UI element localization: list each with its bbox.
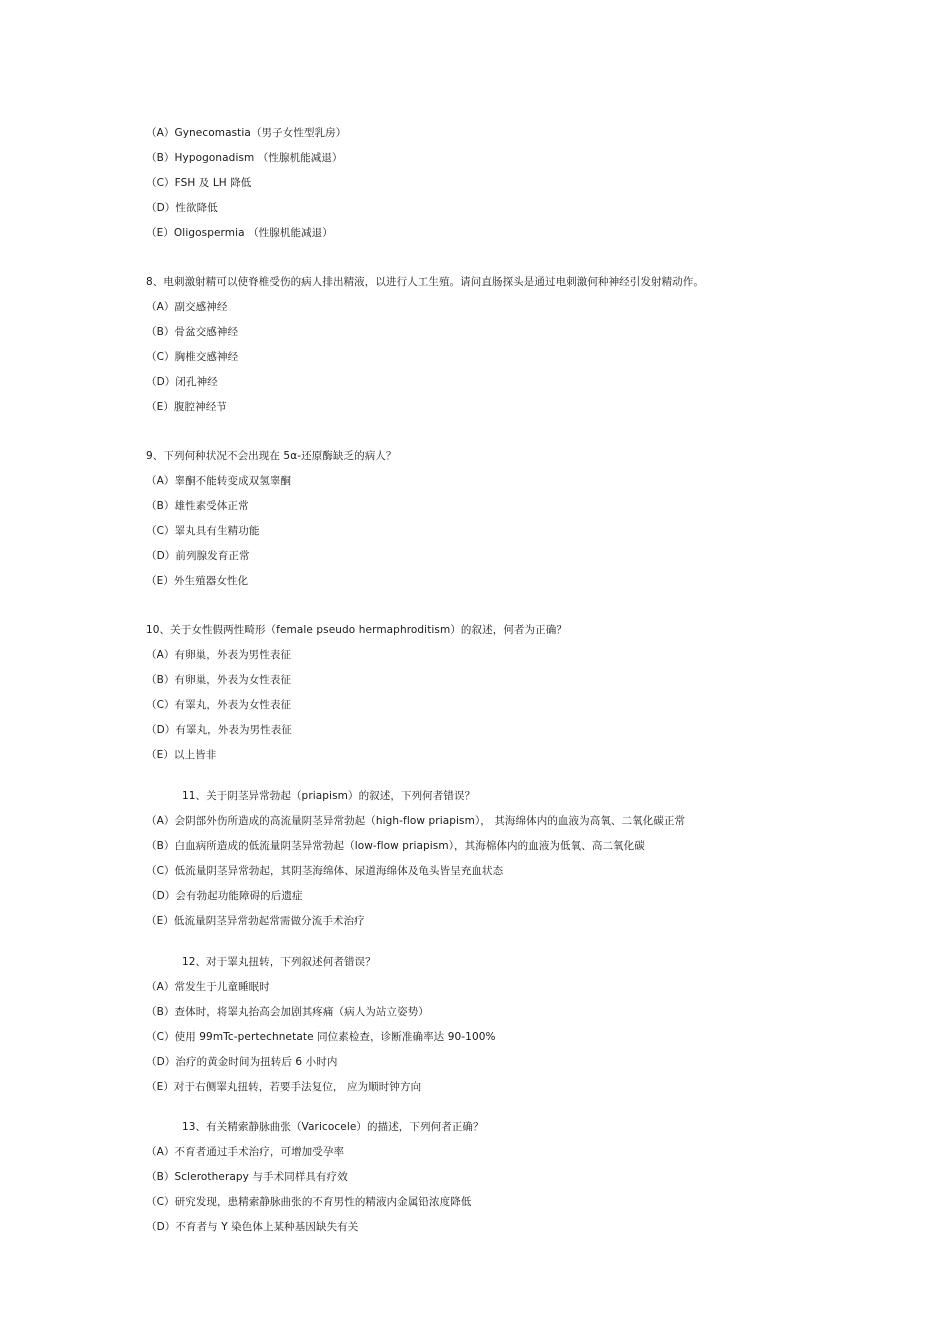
q10-option-a: （A）有卵巢，外表为男性表征 <box>146 649 292 661</box>
q9-stem: 9、下列何种状况不会出现在 5α-还原酶缺乏的病人？ <box>146 450 397 462</box>
q13-option-d: （D）不育者与 Y 染色体上某种基因缺失有关 <box>146 1221 359 1233</box>
q9-option-a: （A）睾酮不能转变成双氢睾酮 <box>146 475 292 487</box>
q9-option-d: （D）前列腺发育正常 <box>146 550 250 562</box>
q12-option-e: （E）对于右侧睪丸扭转，若要手法复位， 应为顺时钟方向 <box>146 1081 422 1093</box>
q12-option-c: （C）使用 99mTc-pertechnetate 同位素检查，诊断准确率达 90-100% <box>146 1031 496 1043</box>
q12-option-b: （B）查体时，将睪丸抬高会加剧其疼痛（病人为站立姿势） <box>146 1006 429 1018</box>
q7-option-e: （E）Oligospermia （性腺机能减退） <box>146 227 333 239</box>
q13-stem: 13、有关精索静脉曲张（Varicocele）的描述，下列何者正确？ <box>182 1121 484 1133</box>
q8-stem: 8、电刺激射精可以使脊椎受伤的病人排出精液，以进行人工生殖。请问直肠探头是通过电刺激何种神经引发射精动作。 <box>146 276 704 288</box>
q11-option-c: （C）低流量阴茎异常勃起，其阴茎海绵体、尿道海绵体及龟头皆呈充血状态 <box>146 865 504 877</box>
q11-option-b: （B）白血病所造成的低流量阴茎异常勃起（low-flow priapism），其海棉体内的血液为低氧、高二氧化碳 <box>146 840 645 852</box>
q7-option-a: （A）Gynecomastia（男子女性型乳房） <box>146 127 347 139</box>
q9-option-c: （C）睪丸具有生精功能 <box>146 525 260 537</box>
q10-stem: 10、关于女性假两性畸形（female pseudo hermaphroditism）的叙述，何者为正确？ <box>146 624 567 636</box>
q10-option-c: （C）有睪丸，外表为女性表征 <box>146 699 292 711</box>
q7-option-c: （C）FSH 及 LH 降低 <box>146 177 252 189</box>
q11-option-d: （D）会有勃起功能障碍的后遗症 <box>146 890 303 902</box>
q13-option-c: （C）研究发现，患精索静脉曲张的不育男性的精液内金属铅浓度降低 <box>146 1196 472 1208</box>
q8-option-a: （A）副交感神经 <box>146 301 228 313</box>
q12-option-a: （A）常发生于儿童睡眠时 <box>146 981 270 993</box>
q10-option-b: （B）有卵巢，外表为女性表征 <box>146 674 292 686</box>
q12-option-d: （D）治疗的黄金时间为扭转后 6 小时内 <box>146 1056 338 1068</box>
q11-option-a: （A）会阴部外伤所造成的高流量阴茎异常勃起（high-flow priapism）， 其海绵体内的血液为高氧、二氧化碳正常 <box>146 815 686 827</box>
q8-option-d: （D）闭孔神经 <box>146 376 218 388</box>
q7-option-d: （D）性欲降低 <box>146 202 218 214</box>
q13-option-a: （A）不育者通过手术治疗，可增加受孕率 <box>146 1146 345 1158</box>
q8-option-e: （E）腹腔神经节 <box>146 401 227 413</box>
q9-option-b: （B）雄性素受体正常 <box>146 500 249 512</box>
q11-stem: 11、关于阴茎异常勃起（priapism）的叙述，下列何者错误？ <box>182 790 476 802</box>
q10-option-d: （D）有睪丸，外表为男性表征 <box>146 724 292 736</box>
q12-stem: 12、对于睪丸扭转，下列叙述何者错误？ <box>182 956 376 968</box>
q7-option-b: （B）Hypogonadism （性腺机能减退） <box>146 152 343 164</box>
q8-option-c: （C）胸椎交感神经 <box>146 351 239 363</box>
q11-option-e: （E）低流量阴茎异常勃起常需做分流手术治疗 <box>146 915 365 927</box>
q8-option-b: （B）骨盆交感神经 <box>146 326 239 338</box>
q10-option-e: （E）以上皆非 <box>146 749 217 761</box>
q13-option-b: （B）Sclerotherapy 与手术同样具有疗效 <box>146 1171 348 1183</box>
q9-option-e: （E）外生殖器女性化 <box>146 575 249 587</box>
